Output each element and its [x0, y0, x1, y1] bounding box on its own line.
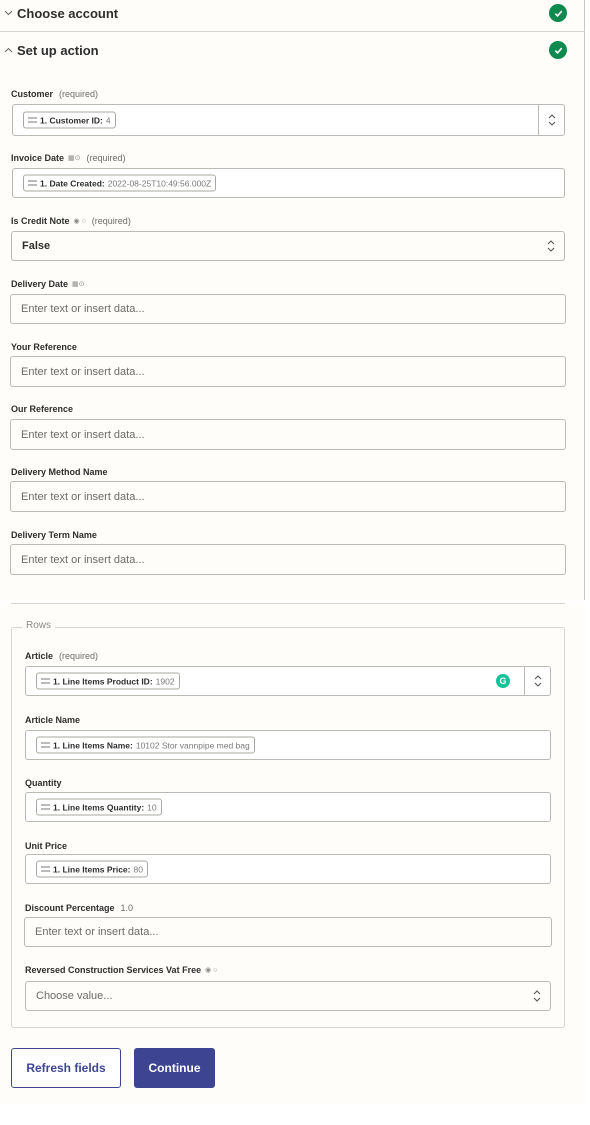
- invoice-date-data-pill[interactable]: [23, 175, 216, 192]
- check-circle-icon: [549, 4, 567, 22]
- pill-value: 10102 Stor vannpipe med bag: [135, 740, 250, 750]
- delivery-method-name-label: [11, 467, 108, 477]
- our-reference-label-text: Our Reference: [11, 404, 74, 414]
- article-label-text: Article: [25, 651, 54, 661]
- your-reference-input[interactable]: [10, 356, 566, 387]
- placeholder: Enter text or insert data...: [21, 428, 145, 441]
- date-time-icon: ▦⊙: [72, 281, 85, 288]
- pill-key: 1. Customer ID:: [40, 115, 103, 125]
- delivery-date-input[interactable]: [10, 294, 566, 324]
- delivery-method-name-label-text: Delivery Method Name: [11, 467, 108, 477]
- continue-button[interactable]: Continue: [134, 1048, 215, 1088]
- placeholder: Enter text or insert data...: [35, 926, 159, 938]
- customer-label-text: Customer: [11, 89, 54, 99]
- placeholder: Choose value...: [36, 990, 113, 1002]
- placeholder: Enter text or insert data...: [21, 365, 145, 378]
- your-reference-label: [11, 342, 77, 352]
- placeholder: Enter text or insert data...: [21, 490, 145, 503]
- unit-price-data-pill[interactable]: [36, 861, 148, 878]
- discount-percentage-input[interactable]: [24, 917, 552, 947]
- select-toggle[interactable]: [524, 982, 550, 1010]
- customer-field[interactable]: [12, 104, 565, 136]
- required-tag: (required): [59, 651, 99, 661]
- placeholder: Enter text or insert data...: [21, 303, 145, 315]
- choose-account-header[interactable]: [0, 0, 585, 31]
- chevron-updown-icon: [534, 675, 542, 687]
- pill-value: 80: [133, 864, 143, 874]
- customer-data-pill[interactable]: [23, 112, 116, 129]
- boolean-icon: ◉ ○: [73, 218, 86, 225]
- data-pill-icon: [28, 181, 37, 186]
- pill-key: 1. Line Items Price:: [53, 864, 131, 874]
- is-credit-note-select[interactable]: [11, 231, 565, 261]
- data-pill-icon: [41, 867, 50, 872]
- rows-panel: [0, 603, 585, 1104]
- customer-dropdown-toggle[interactable]: [538, 105, 564, 135]
- data-pill-icon: [41, 679, 50, 684]
- article-data-pill[interactable]: [36, 673, 180, 690]
- date-time-icon: ▦⊙: [68, 155, 81, 162]
- rows-legend: Rows: [22, 620, 55, 631]
- discount-percentage-label: [25, 903, 133, 913]
- pill-key: 1. Line Items Name:: [53, 740, 133, 750]
- delivery-date-label-text: Delivery Date: [11, 279, 69, 289]
- quantity-label-text: Quantity: [25, 778, 62, 788]
- grammarly-icon[interactable]: G: [496, 674, 510, 688]
- chevron-updown-icon: [548, 114, 556, 126]
- quantity-field[interactable]: [25, 792, 551, 822]
- check-circle-icon: [549, 41, 567, 59]
- unit-price-label-text: Unit Price: [25, 841, 68, 851]
- delivery-term-name-label-text: Delivery Term Name: [11, 530, 97, 540]
- pill-value: 4: [105, 115, 111, 125]
- required-tag: (required): [91, 216, 131, 226]
- unit-price-field[interactable]: [25, 854, 551, 884]
- delivery-date-label: [11, 279, 85, 289]
- delivery-term-name-label: [11, 530, 97, 540]
- article-name-label: [25, 715, 80, 725]
- quantity-data-pill[interactable]: [36, 799, 162, 816]
- article-name-field[interactable]: [25, 730, 551, 760]
- article-name-label-text: Article Name: [25, 715, 81, 725]
- chevron-down-icon: [1, 10, 15, 16]
- refresh-fields-button[interactable]: Refresh fields: [11, 1048, 121, 1088]
- selected-value: False: [22, 240, 51, 252]
- chevron-up-icon: [1, 47, 15, 53]
- your-reference-label-text: Your Reference: [11, 342, 77, 352]
- data-pill-icon: [28, 118, 37, 123]
- select-toggle[interactable]: [538, 232, 564, 260]
- choose-account-title: Choose account: [17, 5, 119, 21]
- invoice-date-label: [11, 153, 126, 163]
- required-tag: (required): [86, 153, 126, 163]
- article-dropdown-toggle[interactable]: [524, 667, 550, 695]
- data-pill-icon: [41, 805, 50, 810]
- reversed-vat-label-text: Reversed Construction Services Vat Free: [25, 965, 202, 975]
- delivery-term-name-input[interactable]: [10, 544, 566, 575]
- pill-key: 1. Line Items Quantity:: [53, 802, 145, 812]
- setup-action-title: Set up action: [17, 42, 99, 58]
- required-tag: (required): [59, 89, 99, 99]
- unit-price-label: [25, 841, 67, 851]
- is-credit-note-label: [11, 216, 131, 226]
- delivery-method-name-input[interactable]: [10, 481, 566, 512]
- reversed-vat-label: [25, 965, 217, 975]
- boolean-icon: ◉ ○: [205, 967, 218, 974]
- article-label: [25, 651, 98, 661]
- invoice-date-label-text: Invoice Date: [11, 153, 65, 163]
- invoice-date-field[interactable]: [12, 168, 565, 198]
- field-hint: 1.0: [120, 903, 134, 913]
- setup-action-header[interactable]: [0, 32, 585, 68]
- is-credit-note-label-text: Is Credit Note: [11, 216, 70, 226]
- our-reference-label: [11, 404, 73, 414]
- pill-value: 2022-08-25T10:49:56.000Z: [107, 178, 212, 188]
- quantity-label: [25, 778, 62, 788]
- article-field[interactable]: [25, 666, 551, 696]
- article-name-data-pill[interactable]: [36, 737, 255, 754]
- reversed-vat-select[interactable]: [25, 981, 551, 1011]
- data-pill-icon: [41, 743, 50, 748]
- discount-percentage-label-text: Discount Percentage: [25, 903, 115, 913]
- pill-value: 10: [147, 802, 157, 812]
- chevron-updown-icon: [533, 990, 541, 1002]
- customer-label: [11, 89, 98, 99]
- pill-key: 1. Date Created:: [40, 178, 105, 188]
- pill-key: 1. Line Items Product ID:: [53, 676, 153, 686]
- our-reference-input[interactable]: [10, 419, 566, 450]
- chevron-updown-icon: [547, 240, 555, 252]
- pill-value: 1902: [155, 676, 175, 686]
- placeholder: Enter text or insert data...: [21, 553, 145, 566]
- rows-top-divider: [11, 603, 565, 604]
